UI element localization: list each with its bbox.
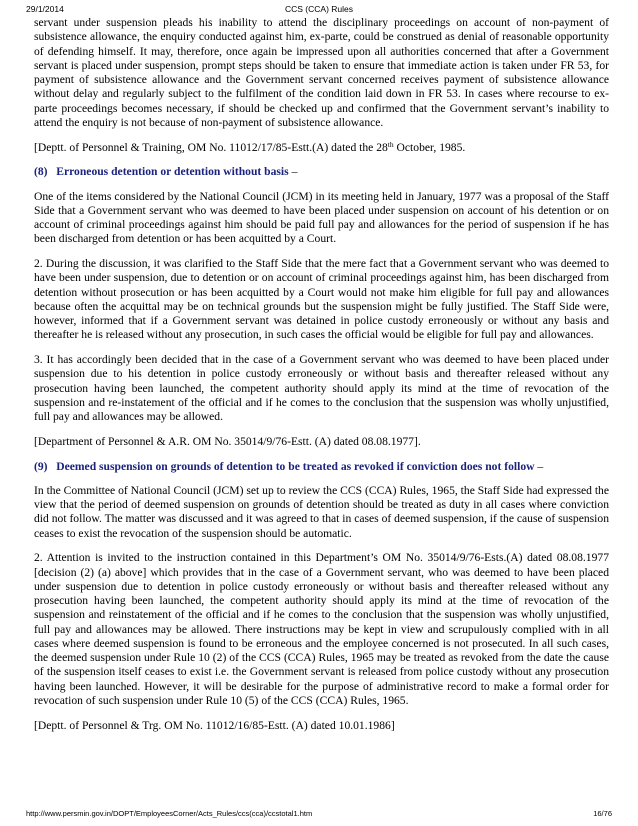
reference-1-tail: October, 1985. [393, 140, 466, 154]
print-date: 29/1/2014 [26, 4, 64, 14]
paragraph-1: servant under suspension pleads his inability to attend the disciplinary proceedings on account of non-payment of subsistence allowance, the enquiry conducted against him, ex-parte, could be construed as denial of reasonable opportunity of defending himself. It may, therefore, once again be impressed upon all authorities concerned that after a Government servant is placed under suspension, prompt steps should be taken to ensure that immediate action is taken under FR 53, for payment of subsistence allowance and the Government servant concerned receives payment of subsistence allowance without delay and regularly subject to the fulfilment of the condition laid down in FR 53. In cases where recourse to ex-parte proceedings becomes necessary, if should be checked up and confirmed that the Government servant’s inability to attend the enquiry is not because of non-payment of subsistence allowance. [34, 16, 609, 129]
section-heading-8 [34, 165, 609, 179]
section-8-title: Erroneous detention or detention without basis [56, 165, 289, 179]
section-9-title: Deemed suspension on grounds of detention to be treated as revoked if conviction does not follow [56, 459, 535, 473]
section-heading-9 [34, 460, 609, 474]
page-title: CCS (CCA) Rules [284, 4, 353, 14]
paragraph-5: In the Committee of National Council (JCM) set up to review the CCS (CCA) Rules, 1965, the Staff Side had expressed the view that the period of deemed suspension on grounds of detention should be treated as duty in all cases where conviction did not follow. The matter was discussed and it was agreed to that in cases of deemed suspension, if the cause of suspension ceases to exist the revocation of the suspension should be automatic. [34, 483, 609, 540]
document-body [34, 16, 609, 743]
page-header [0, 2, 638, 16]
section-8-number: (8) [34, 165, 48, 179]
section-8-dash: – [288, 165, 298, 179]
paragraph-4: 3. It has accordingly been decided that in the case of a Government servant who was deemed to have been placed under suspension due to his detention in police custody erroneously or without basis and thereafter released without any prosecution having been launched, the competent authority should apply its mind at the time of revocation of the suspension and re-instatement of the official and if he comes to the conclusion that the suspension was wholly unjustified, full pay and allowances may be allowed. [34, 353, 609, 423]
page-number: 16/76 [593, 809, 612, 818]
paragraph-2: One of the items considered by the National Council (JCM) in its meeting held in January, 1977 was a proposal of the Staff Side that a Government servant who was deemed to have been placed under suspension on account of his detention or on account of criminal proceedings against him should be paid full pay and allowances for the period of suspension if he has been discharged from detention or has been acquitted by a Court. [34, 189, 609, 246]
reference-1-superscript: th [387, 139, 394, 149]
source-url[interactable]: http://www.persmin.gov.in/DOPT/EmployeesCorner/Acts_Rules/ccs(cca)/ccstotal1.htm [26, 809, 313, 818]
reference-2: [Department of Personnel & A.R. OM No. 35014/9/76-Estt. (A) dated 08.08.1977]. [34, 434, 421, 448]
section-9-dash: – [534, 459, 544, 473]
page-footer [0, 809, 638, 821]
paragraph-3: 2. During the discussion, it was clarified to the Staff Side that the mere fact that a Government servant who was deemed to have been under suspension, due to detention or on account of criminal proceedings against him, has been discharged from detention without prosecution or has been acquitted by a Court would not make him eligible for full pay and allowances because often the acquittal may be on technical grounds but the suspension might be fully justified. The Staff Side were, however, informed that if a Government servant was detained in police custody erroneously or without any basis and thereafter he is released without any prosecution, in such cases the official would be eligible for full pay and allowances. [34, 257, 609, 342]
reference-3: [Deptt. of Personnel & Trg. OM No. 11012/16/85-Estt. (A) dated 10.01.1986] [34, 718, 395, 732]
reference-1-text: [Deptt. of Personnel & Training, OM No. 11012/17/85-Estt.(A) dated the 28 [34, 140, 388, 154]
section-9-number: (9) [34, 459, 48, 473]
paragraph-6: 2. Attention is invited to the instruction contained in this Department’s OM No. 35014/9/76-Ests.(A) dated 08.08.1977 [decision (2) (a) above] which provides that in the case of a Government servant, who was deemed to have been placed under suspension due to detention in police custody erroneously or without basis and thereafter released without any prosecution having been launched, the competent authority should apply its mind at the time of revocation of the suspension and reinstatement of the official and if he comes to the conclusion that the suspension was wholly unjustified, full pay and allowances may be allowed. There instructions may be kept in view and scrupulously complied with in all cases where deemed suspension is found to be erroneous and the employee concerned is not prosecuted. In all such cases, the deemed suspension under Rule 10 (2) of the CCS (CCA) Rules, 1965 may be treated as revoked from the date the cause of the suspension itself ceases to exist i.e. the Government servant is released from police custody without any prosecution having been launched. However, it will be desirable for the purpose of administrative record to make a formal order for revocation of such suspension under Rule 10 (5) of the CCS (CCA) Rules, 1965. [34, 551, 609, 707]
reference-1 [34, 141, 609, 155]
